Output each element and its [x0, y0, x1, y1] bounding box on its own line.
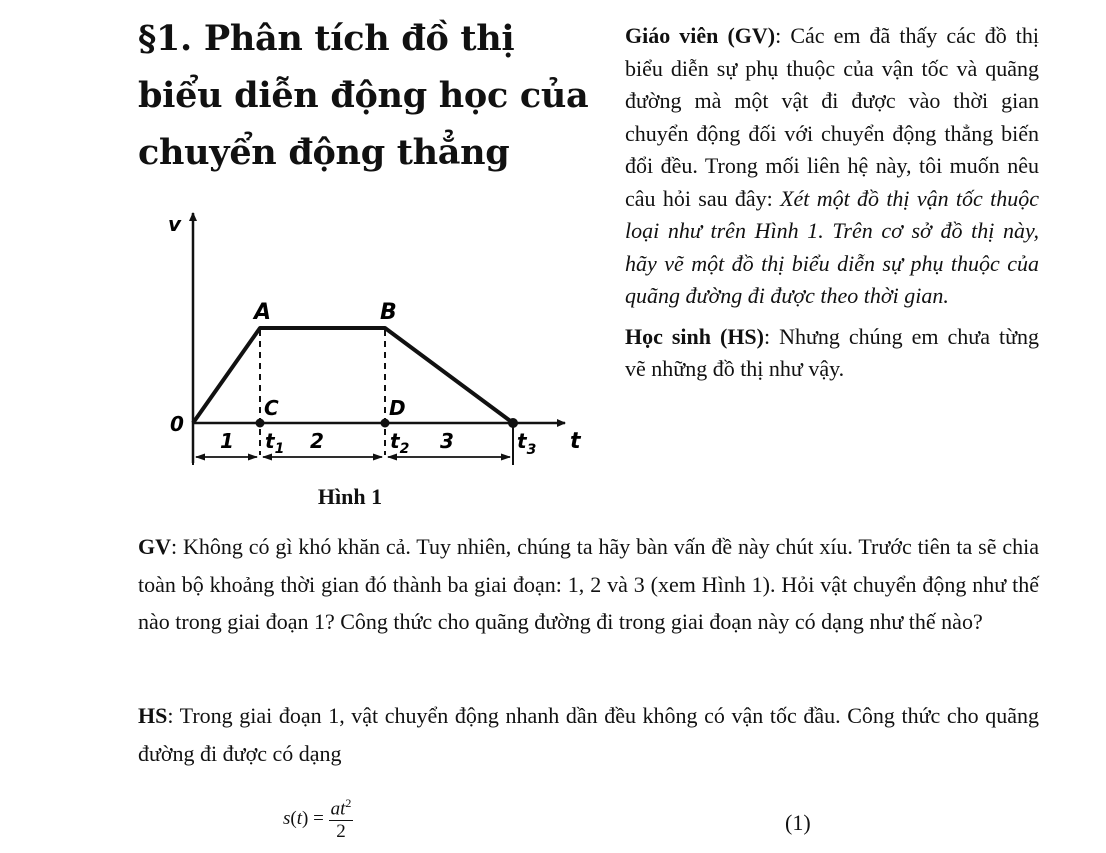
student-paragraph-2: [138, 697, 1039, 772]
t2-label: $t_2$: [390, 429, 410, 457]
equation-number: (1): [785, 810, 811, 835]
formula-1: [283, 796, 353, 843]
formula-denominator: 2: [336, 821, 346, 843]
formula-equals: =: [308, 808, 329, 830]
velocity-time-figure: [160, 205, 600, 470]
formula-lhs-fn: s: [283, 808, 291, 830]
teacher-question-text: Xét một đồ thị vận tốc thuộc loại như trên Hình 1. Trên cơ sở đồ thị này, hãy vẽ một đồ thị biểu diễn sự phụ thuộc của quãng đường đi được theo thời gian.: [625, 185, 1039, 308]
student-reply-text: : Nhưng chúng em chưa từng vẽ những đồ thị như vậy.: [625, 323, 1039, 381]
t-axis-label: t: [570, 429, 581, 454]
v-axis-label: v: [168, 212, 182, 236]
formula-lhs-var: t: [296, 808, 303, 830]
student-reply-paragraph: [625, 321, 1039, 386]
origin-label: 0: [170, 412, 184, 436]
t3-label: $t_3$: [517, 429, 537, 458]
teacher-paragraph-2: [138, 528, 1039, 641]
teacher-intro-paragraph: [625, 20, 1039, 313]
stage-1-label: 1: [220, 429, 234, 453]
figure-caption: Hình 1: [317, 484, 383, 509]
point-b-label: B: [380, 300, 397, 325]
point-d-label: D: [389, 396, 406, 420]
student-speaker-label: Học sinh (HS): [625, 323, 764, 349]
velocity-curve: [193, 328, 513, 423]
point-a-label: A: [254, 300, 272, 325]
t1-label: $t_1$: [265, 429, 285, 457]
student-paragraph-2-text: : Trong giai đoạn 1, vật chuyển động nhanh dần đều không có vận tốc đầu. Công thức cho quãng đường đi được có dạng: [138, 703, 1039, 766]
velocity-graph: [160, 205, 600, 470]
formula-lhs-open: (: [290, 808, 297, 830]
teacher-speaker-label: Giáo viên (GV): [625, 23, 776, 48]
teacher-speaker-label-2: GV: [138, 534, 171, 559]
formula-fraction: [329, 796, 354, 843]
stage-3-label: 3: [440, 429, 454, 453]
point-t3-dot: [508, 418, 518, 428]
intro-column: [625, 20, 1039, 394]
student-speaker-label-2: HS: [138, 703, 168, 728]
page-title: §1. Phân tích đồ thị biểu diễn động học của chuyển động thẳng: [138, 18, 589, 173]
teacher-intro-text: : Các em đã thấy các đồ thị biểu diễn sự phụ thuộc của vận tốc và quãng đường mà một vật đi được vào thời gian chuyển động đối với chuyển động thẳng biến đổi đều. Trong mối liên hệ này, tôi muốn nêu câu hỏi sau đây:: [625, 23, 1039, 211]
formula-numerator: $at^2$: [330, 796, 352, 820]
formula-lhs-close: ): [302, 808, 309, 830]
stage-2-label: 2: [310, 429, 324, 453]
teacher-paragraph-2-text: : Không có gì khó khăn cả. Tuy nhiên, chúng ta hãy bàn vấn đề này chút xíu. Trước tiên ta sẽ chia toàn bộ khoảng thời gian đó thành ba giai đoạn: 1, 2 và 3 (xem Hình 1). Hỏi vật chuyển động như thế nào trong giai đoạn 1? Công thức cho quãng đường đi trong giai đoạn này có dạng như thế nào?: [138, 534, 1039, 634]
point-c-label: C: [264, 396, 279, 420]
